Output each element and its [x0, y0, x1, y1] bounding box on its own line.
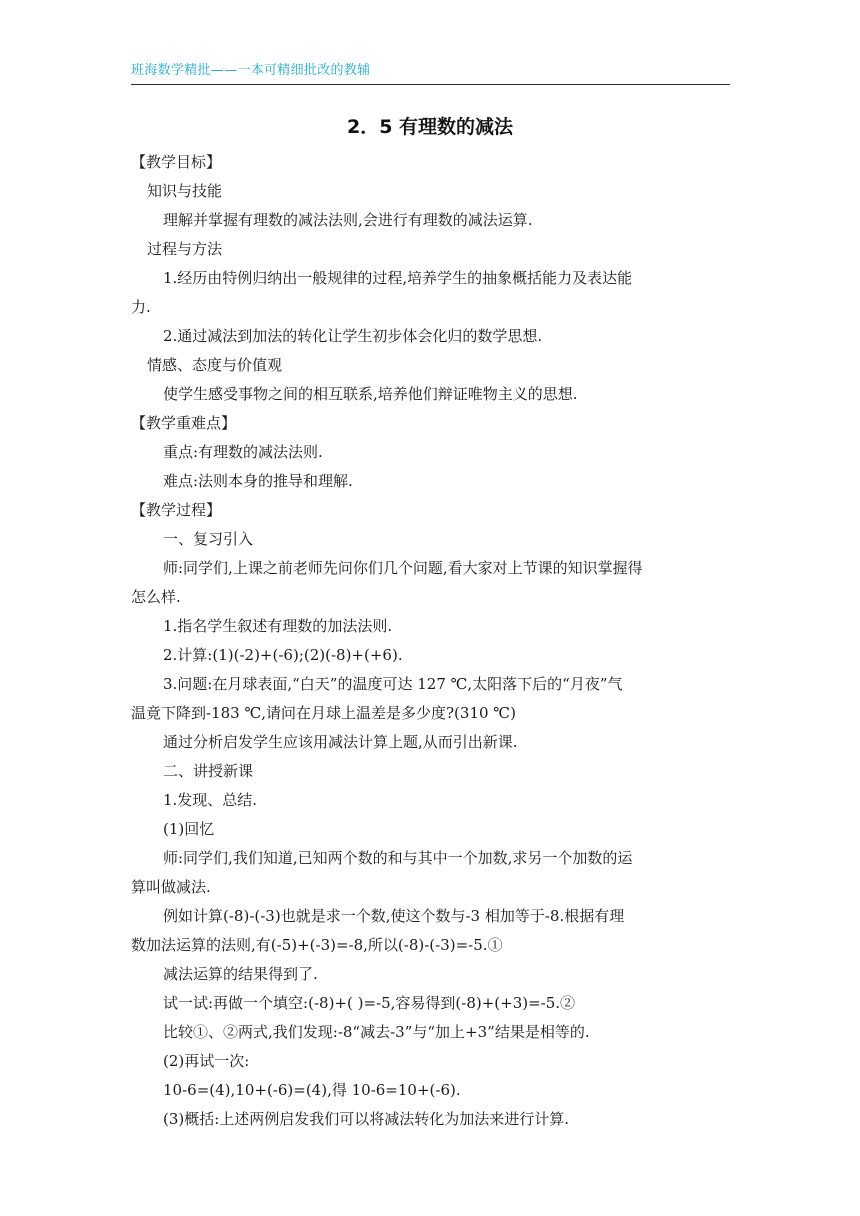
text-line: 力. — [131, 298, 151, 316]
text-line: 温竟下降到-183 ℃,请问在月球上温差是多少度?(310 ℃) — [131, 704, 516, 722]
text-line: 1.发现、总结. — [163, 791, 258, 809]
text-line: (1)回忆 — [163, 820, 215, 838]
text-line: 数加法运算的法则,有(-5)+(-3)=-8,所以(-8)-(-3)=-5.① — [131, 936, 503, 954]
text-line: 理解并掌握有理数的减法法则,会进行有理数的减法运算. — [163, 211, 533, 229]
text-line: 2.计算:(1)(-2)+(-6);(2)(-8)+(+6). — [163, 646, 403, 664]
subsection-heading: 过程与方法 — [147, 240, 223, 258]
header-text: 班海数学精批——一本可精细批改的教辅 — [131, 63, 371, 78]
text-line: (3)概括:上述两例启发我们可以将减法转化为加法来进行计算. — [163, 1110, 570, 1128]
text-line: 例如计算(-8)-(-3)也就是求一个数,使这个数与-3 相加等于-8.根据有理 — [163, 907, 625, 925]
section-heading: 【教学过程】 — [131, 501, 222, 519]
section-heading: 【教学目标】 — [131, 153, 222, 171]
text-line: 1.经历由特例归纳出一般规律的过程,培养学生的抽象概括能力及表达能 — [163, 269, 633, 287]
text-line: 怎么样. — [131, 588, 181, 606]
subsection-heading: 知识与技能 — [147, 182, 223, 200]
text-line: 师:同学们,我们知道,已知两个数的和与其中一个加数,求另一个加数的运 — [163, 849, 633, 867]
text-line: 减法运算的结果得到了. — [163, 965, 318, 983]
text-line: 试一试:再做一个填空:(-8)+( )=-5,容易得到(-8)+(+3)=-5.② — [163, 994, 576, 1012]
subsection-heading: 情感、态度与价值观 — [147, 356, 283, 374]
text-line: 重点:有理数的减法法则. — [163, 443, 323, 461]
document-body — [131, 148, 731, 1134]
text-line: 算叫做减法. — [131, 878, 211, 896]
text-line: 难点:法则本身的推导和理解. — [163, 472, 353, 490]
text-line: 3.问题:在月球表面,“白天”的温度可达 127 ℃,太阳落下后的“月夜”气 — [163, 675, 623, 693]
text-line: 师:同学们,上课之前老师先问你们几个问题,看大家对上节课的知识掌握得 — [163, 559, 643, 577]
text-line: 2.通过减法到加法的转化让学生初步体会化归的数学思想. — [163, 327, 543, 345]
text-line: 1.指名学生叙述有理数的加法法则. — [163, 617, 393, 635]
text-line: 二、讲授新课 — [163, 762, 254, 780]
text-line: 使学生感受事物之间的相互联系,培养他们辩证唯物主义的思想. — [163, 385, 578, 403]
page-title: 2．5 有理数的减法 — [346, 116, 514, 138]
text-line: 一、复习引入 — [163, 530, 254, 548]
text-line: 比较①、②两式,我们发现:-8“减去-3”与“加上+3”结果是相等的. — [163, 1023, 590, 1041]
text-line: 10-6=(4),10+(-6)=(4),得 10-6=10+(-6). — [163, 1081, 461, 1099]
page-header — [131, 62, 730, 85]
text-line: 通过分析启发学生应该用减法计算上题,从而引出新课. — [163, 733, 518, 751]
section-heading: 【教学重难点】 — [131, 414, 237, 432]
text-line: (2)再试一次: — [163, 1052, 250, 1070]
